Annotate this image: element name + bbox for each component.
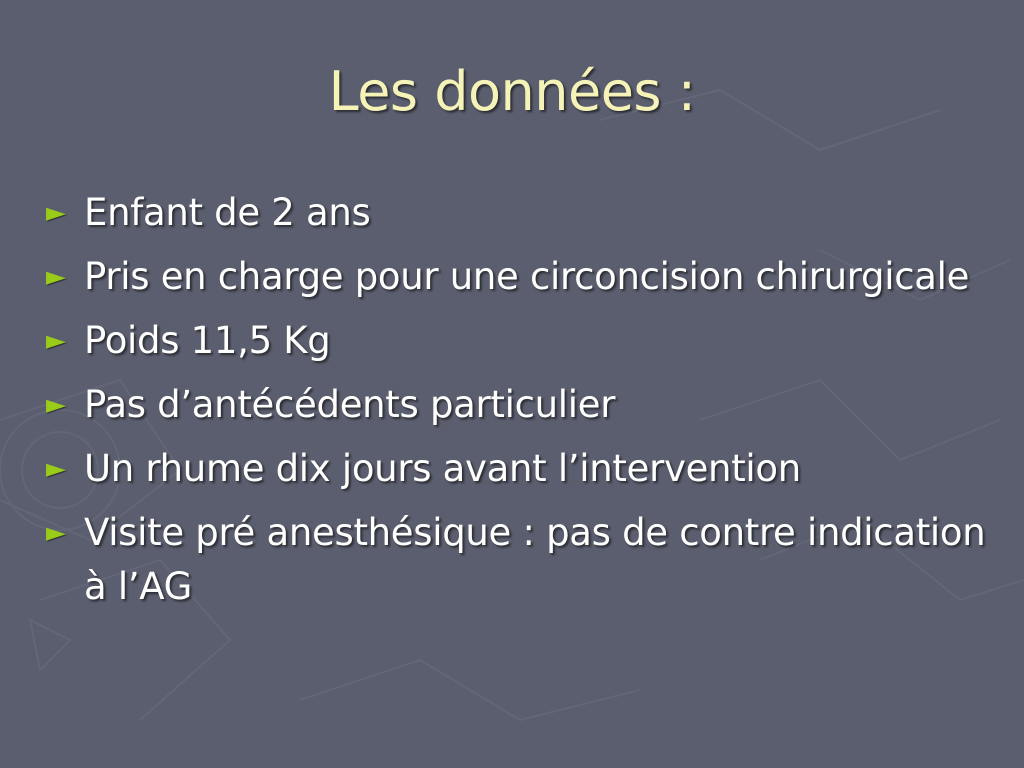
list-item [46,186,996,240]
slide-title: Les données : [328,60,696,123]
bullet-text: Visite pré anesthésique : pas de contre indication à l’AG [84,511,986,608]
triangle-right-icon: ► [46,454,66,484]
triangle-right-icon: ► [46,262,66,292]
list-item [46,250,996,304]
bullet-text: Pas d’antécédents particulier [84,383,616,426]
list-item [46,442,996,496]
bullet-list [46,186,996,624]
triangle-right-icon: ► [46,390,66,420]
list-item [46,314,996,368]
list-item [46,378,996,432]
triangle-right-icon: ► [46,518,66,548]
bullet-text: Un rhume dix jours avant l’intervention [84,447,801,490]
list-item [46,506,996,614]
bullet-text: Enfant de 2 ans [84,191,371,234]
triangle-right-icon: ► [46,326,66,356]
bullet-text: Poids 11,5 Kg [84,319,331,362]
triangle-right-icon: ► [46,198,66,228]
bullet-text: Pris en charge pour une circoncision chirurgicale [84,255,970,298]
